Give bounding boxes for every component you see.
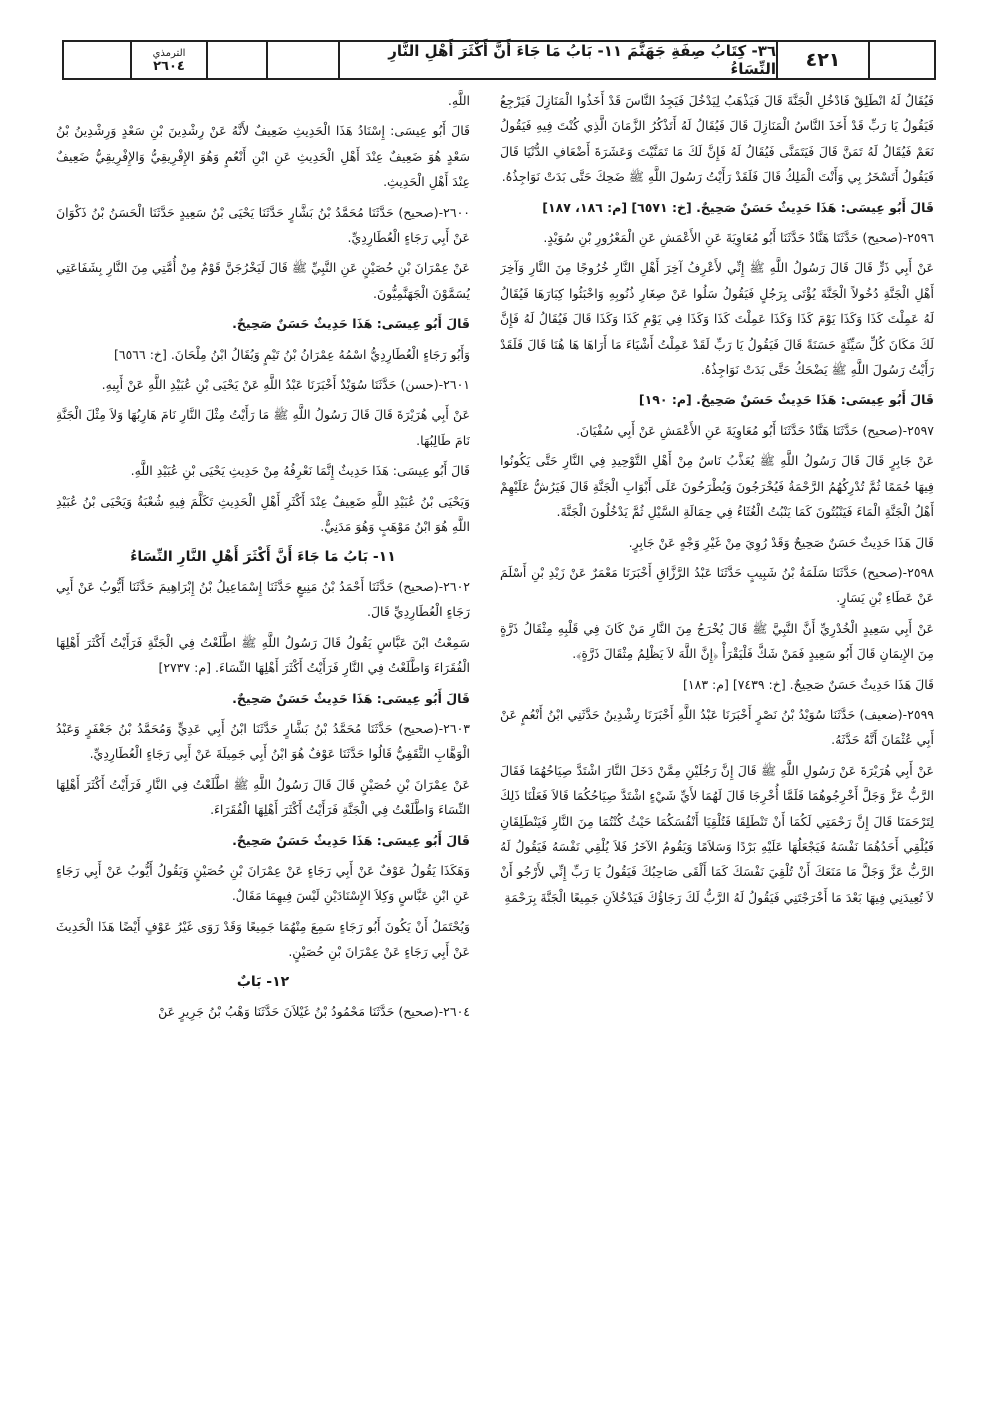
narrator-note: وَيَحْيَى بْنُ عُبَيْدِ اللَّهِ ضَعِيفٌ عِنْدَ أَكْثَرِ أَهْلِ الْحَدِيثِ تَكَلَّمَ فِيهِ شُعْبَةُ وَيَحْيَى بْنُ عُبَيْدِ اللَّهِ هُوَ ابْنُ مَوْهَبٍ وَهُوَ مَدَنِيٌّ. bbox=[56, 493, 470, 535]
grading-note: قَالَ أَبُو عِيسَى: هَذَا حَدِيثٌ حَسَنٌ صَحِيحٌ. bbox=[232, 316, 470, 332]
hadith-text: عَنْ عِمْرَانَ بْنِ حُصَيْنٍ قَالَ قَالَ رَسُولُ اللَّهِ ﷺ اطَّلَعْتُ فِي النَّارِ فَرَأَيْتُ أَكْثَرَ أَهْلِهَا النِّسَاءَ وَاطَّلَعْتُ فِي الْجَنَّةِ فَرَأَيْتُ أَكْثَرَ أَهْلِهَا الْفُقَرَاءَ. bbox=[56, 776, 470, 818]
hadith-range: ٢٦٠٤ bbox=[153, 59, 185, 74]
hadith-text: عَنْ أَبِي هُرَيْرَةَ عَنْ رَسُولِ اللَّهِ ﷺ قَالَ إِنَّ رَجُلَيْنِ مِمَّنْ دَخَلَ النَّارَ اشْتَدَّ صِيَاحُهُمَا فَقَالَ الرَّبُّ عَزَّ وَجَلَّ أَخْرِجُوهُمَا فَلَمَّا أُخْرِجَا قَالَ لَهُمَا لأَيِّ شَيْءٍ اشْتَدَّ صِيَاحُكُمَا قَالاَ فَعَلْنَا ذَلِكَ لِتَرْحَمَنَا قَالَ إِنَّ رَحْمَتِي لَكُمَا أَنْ تَنْطَلِقَا فَتُلْقِيَا أَنْفُسَكُمَا حَيْثُ كُنْتُمَا مِنَ النَّارِ فَيَنْطَلِقَانِ فَيُلْقِي أَحَدُهُمَا نَفْسَهُ فَيَجْعَلُهَا عَلَيْهِ بَرْدًا وَسَلاَمًا وَيَقُومُ الآخَرُ فَلاَ يُلْقِي نَفْسَهُ فَيَقُولُ لَهُ الرَّبُّ عَزَّ وَجَلَّ مَا مَنَعَكَ أَنْ تُلْقِيَ نَفْسَكَ كَمَا أَلْقَى صَاحِبُكَ فَيَقُولُ يَا رَبِّ إِنِّي لأَرْجُو أَنْ لاَ تُعِيدَنِي فِيهَا بَعْدَ مَا أَخْرَجْتَنِي فَيَقُولُ لَهُ الرَّبُّ لَكَ رَجَاؤُكَ فَيَدْخُلاَنِ جَمِيعًا الْجَنَّةَ بِرَحْمَةِ bbox=[500, 762, 934, 905]
hadith-chain: ٢٦٠٢-(صحيح) حَدَّثَنَا أَحْمَدُ بْنُ مَنِيعٍ حَدَّثَنَا إِسْمَاعِيلُ بْنُ إِبْرَاهِيمَ حَدَّثَنَا أَيُّوبُ عَنْ أَبِي رَجَاءٍ الْعُطَارِدِيِّ قَالَ. bbox=[56, 578, 470, 620]
hadith-text: عَنْ عِمْرَانَ بْنِ حُصَيْنٍ عَنِ النَّبِيِّ ﷺ قَالَ لَيَخْرُجَنَّ قَوْمٌ مِنْ أُمَّتِي مِنَ النَّارِ بِشَفَاعَتِي يُسَمَّوْنَ الْجَهَنَّمِيُّونَ. bbox=[56, 260, 470, 301]
hadith-chain: ٢٦٠٤-(صحيح) حَدَّثَنَا مَحْمُودُ بْنُ غَيْلاَنَ حَدَّثَنَا وَهْبُ بْنُ جَرِيرٍ عَنْ bbox=[158, 1004, 470, 1019]
grading-note: قَالَ أَبُو عِيسَى: هَذَا حَدِيثٌ حَسَنٌ صَحِيحٌ. bbox=[232, 832, 470, 848]
grading-note: قَالَ هَذَا حَدِيثٌ حَسَنٌ صَحِيحٌ وَقَدْ رُوِيَ مِنْ غَيْرِ وَجْهٍ عَنْ جَابِرٍ. bbox=[628, 534, 934, 550]
running-title: ٣٦- كِتَابُ صِفَةِ جَهَنَّمَ ١١- بَابُ مَا جَاءَ أَنَّ أَكْثَرَ أَهْلِ النَّارِ النِّسَاءُ bbox=[338, 42, 776, 78]
paragraph: اللَّهِ. bbox=[447, 93, 470, 108]
hadith-chain: ٢٥٩٩-(ضعيف) حَدَّثَنَا سُوَيْدُ بْنُ نَصْرٍ أَخْبَرَنَا عَبْدُ اللَّهِ أَخْبَرَنَا رِشْدِينُ حَدَّثَنِي ابْنُ أَنْعُمٍ عَنْ أَبِي عُثْمَانَ أَنَّهُ حَدَّثَهُ. bbox=[500, 706, 934, 748]
chapter-heading: ١١- بَابُ مَا جَاءَ أَنَّ أَكْثَرَ أَهْلِ النَّارِ النِّسَاءُ bbox=[130, 548, 396, 565]
hadith-text: عَنْ جَابِرٍ قَالَ قَالَ رَسُولُ اللَّهِ ﷺ يُعَذَّبُ نَاسٌ مِنْ أَهْلِ التَّوْحِيدِ فِي النَّارِ حَتَّى يَكُونُوا فِيهَا حُمَمًا ثُمَّ تُدْرِكُهُمُ الرَّحْمَةُ فَيُخْرَجُونَ وَيُطْرَحُونَ عَلَى أَبْوَابِ الْجَنَّةِ قَالَ فَيَرُشُّ عَلَيْهِمْ أَهْلُ الْجَنَّةِ الْمَاءَ فَيَنْبُتُونَ كَمَا يَنْبُتُ الْغُثَاءُ فِي حِمَالَةِ السَّيْلِ ثُمَّ يَدْخُلُونَ الْجَنَّةَ. bbox=[500, 453, 934, 520]
page-number: ٤٢١ bbox=[776, 42, 868, 78]
hadith-text: عَنْ أَبِي ذَرٍّ قَالَ قَالَ رَسُولُ اللَّهِ ﷺ إِنِّي لأَعْرِفُ آخِرَ أَهْلِ النَّارِ خُرُوجًا مِنَ النَّارِ وَآخِرَ أَهْلِ الْجَنَّةِ دُخُولاً الْجَنَّةَ يُؤْتَى بِرَجُلٍ فَيَقُولُ سَلُوا عَنْ صِغَارِ ذُنُوبِهِ وَاخْبَئُوا كِبَارَهَا فَيُقَالُ لَهُ عَمِلْتَ كَذَا وَكَذَا يَوْمَ كَذَا وَكَذَا عَمِلْتَ كَذَا وَكَذَا فِي يَوْمِ كَذَا وَكَذَا قَالَ فَيُقَالُ لَهُ فَإِنَّ لَكَ مَكَانَ كُلِّ سَيِّئَةٍ حَسَنَةً قَالَ فَيَقُولُ يَا رَبِّ لَقَدْ عَمِلْتُ أَشْيَاءَ مَا أَرَاهَا هَا هُنَا قَالَ فَلَقَدْ رَأَيْتُ رَسُولَ اللَّهِ ﷺ يَضْحَكُ حَتَّى بَدَتْ نَوَاجِذُهُ. bbox=[500, 260, 934, 378]
grading-note: قَالَ أَبُو عِيسَى: هَذَا حَدِيثٌ إِنَّمَا نَعْرِفُهُ مِنْ حَدِيثِ يَحْيَى بْنِ عُبَيْدِ اللَّهِ. bbox=[130, 463, 470, 479]
hadith-chain: ٢٦٠٠-(صحيح) حَدَّثَنَا مُحَمَّدُ بْنُ بَشَّارٍ حَدَّثَنَا يَحْيَى بْنُ سَعِيدٍ حَدَّثَنَا الْحَسَنُ بْنُ ذَكْوَانَ عَنْ أَبِي رَجَاءٍ الْعُطَارِدِيِّ. bbox=[56, 204, 470, 246]
hadith-chain: ٢٦٠٣-(صحيح) حَدَّثَنَا مُحَمَّدُ بْنُ بَشَّارٍ حَدَّثَنَا ابْنُ أَبِي عَدِيٍّ وَمُحَمَّدُ بْنُ جَعْفَرٍ وَعَبْدُ الْوَهَّابِ الثَّقَفِيُّ قَالُوا حَدَّثَنَا عَوْفٌ هُوَ ابْنُ أَبِي جَمِيلَةَ عَنْ أَبِي رَجَاءٍ الْعُطَارِدِيِّ. bbox=[56, 720, 470, 762]
header-cell-empty bbox=[64, 42, 130, 78]
grading-note: قَالَ أَبُو عِيسَى: هَذَا حَدِيثٌ حَسَنٌ صَحِيحٌ. [م: ١٩٠] bbox=[638, 392, 934, 408]
grading-note: قَالَ أَبُو عِيسَى: هَذَا حَدِيثٌ حَسَنٌ صَحِيحٌ. bbox=[232, 690, 470, 706]
left-column bbox=[56, 88, 470, 1388]
hadith-text: عَنْ أَبِي سَعِيدٍ الْخُدْرِيِّ أَنَّ النَّبِيَّ ﷺ قَالَ يُخْرَجُ مِنَ النَّارِ مَنْ كَانَ فِي قَلْبِهِ مِثْقَالُ ذَرَّةٍ مِنَ الإِيمَانِ قَالَ أَبُو سَعِيدٍ فَمَنْ شَكَّ فَلْيَقْرَأْ ﴿إِنَّ اللَّهَ لاَ يَظْلِمُ مِثْقَالَ ذَرَّةٍ﴾. bbox=[500, 620, 934, 662]
grading-note: قَالَ هَذَا حَدِيثٌ حَسَنٌ صَحِيحٌ. [خ: ٧٤٣٩] [م: ١٨٣] bbox=[683, 676, 934, 692]
grading-note: قَالَ أَبُو عِيسَى: هَذَا حَدِيثٌ حَسَنٌ صَحِيحٌ. [خ: ٦٥٧١] [م: ١٨٦، ١٨٧] bbox=[542, 199, 934, 215]
chapter-heading: ١٢- بَابٌ bbox=[236, 973, 290, 990]
header-cell-empty bbox=[266, 42, 338, 78]
right-column bbox=[500, 88, 934, 1388]
hadith-chain: ٢٥٩٨-(صحيح) حَدَّثَنَا سَلَمَةُ بْنُ شَبِيبٍ حَدَّثَنَا عَبْدُ الرَّزَّاقِ أَخْبَرَنَا مَعْمَرٌ عَنْ زَيْدِ بْنِ أَسْلَمَ عَنْ عَطَاءِ بْنِ يَسَارٍ. bbox=[500, 564, 934, 606]
narrator-note: وَأَبُو رَجَاءٍ الْعُطَارِدِيُّ اسْمُهُ عِمْرَانُ بْنُ تَيْمٍ وَيُقَالُ ابْنُ مِلْحَانَ. [خ: ٦٥٦٦] bbox=[113, 346, 470, 362]
page-header bbox=[62, 40, 936, 80]
header-cell-empty bbox=[868, 42, 934, 78]
hadith-chain: ٢٥٩٧-(صحيح) حَدَّثَنَا هَنَّادٌ حَدَّثَنَا أَبُو مُعَاوِيَةَ عَنِ الأَعْمَشِ عَنْ أَبِي سُفْيَانَ. bbox=[575, 422, 934, 438]
paragraph: فَيُقَالُ لَهُ انْطَلِقْ فَادْخُلِ الْجَنَّةَ قَالَ فَيَذْهَبُ لِيَدْخُلَ فَيَجِدُ النَّاسَ قَدْ أَخَذُوا الْمَنَازِلَ فَيَرْجِعُ فَيَقُولُ يَا رَبِّ قَدْ أَخَذَ النَّاسُ الْمَنَازِلَ قَالَ فَيُقَالُ لَهُ أَتَذْكُرُ الزَّمَانَ الَّذِي كُنْتَ فِيهِ فَيَقُولُ نَعَمْ فَيُقَالُ لَهُ تَمَنَّ قَالَ فَيَتَمَنَّى فَيُقَالُ لَهُ فَإِنَّ لَكَ مَا تَمَنَّيْتَ وَعَشَرَةَ أَضْعَافِ الدُّنْيَا قَالَ فَيَقُولُ أَتَسْخَرُ بِي وَأَنْتَ الْمَلِكُ قَالَ فَلَقَدْ رَأَيْتُ رَسُولَ اللَّهِ ﷺ ضَحِكَ حَتَّى بَدَتْ نَوَاجِذُهُ. bbox=[500, 93, 934, 185]
grading-note: قَالَ أَبُو عِيسَى: إِسْنَادُ هَذَا الْحَدِيثِ ضَعِيفٌ لأَنَّهُ عَنْ رِشْدِينَ بْنِ سَعْدٍ وَرِشْدِينُ بْنُ سَعْدٍ هُوَ ضَعِيفٌ عِنْدَ أَهْلِ الْحَدِيثِ عَنِ ابْنِ أَنْعُمٍ وَهُوَ الإِفْرِيقِيُّ وَالإِفْرِيقِيُّ ضَعِيفٌ عِنْدَ أَهْلِ الْحَدِيثِ. bbox=[56, 123, 470, 190]
narrator-note: وَهَكَذَا يَقُولُ عَوْفٌ عَنْ أَبِي رَجَاءٍ عَنْ عِمْرَانَ بْنِ حُصَيْنٍ وَيَقُولُ أَيُّوبُ عَنْ أَبِي رَجَاءٍ عَنِ ابْنِ عَبَّاسٍ وَكِلاَ الإِسْنَادَيْنِ لَيْسَ فِيهِمَا مَقَالٌ. bbox=[56, 862, 470, 904]
header-cell-empty bbox=[206, 42, 266, 78]
hadith-text: عَنْ أَبِي هُرَيْرَةَ قَالَ قَالَ رَسُولُ اللَّهِ ﷺ مَا رَأَيْتُ مِثْلَ النَّارِ نَامَ هَارِبُهَا وَلاَ مِثْلَ الْجَنَّةِ نَامَ طَالِبُهَا. bbox=[56, 407, 470, 448]
book-name: الترمذي bbox=[152, 48, 186, 59]
book-reference bbox=[130, 42, 206, 78]
narrator-note: وَيُحْتَمَلُ أَنْ يَكُونَ أَبُو رَجَاءٍ سَمِعَ مِنْهُمَا جَمِيعًا وَقَدْ رَوَى غَيْرُ عَوْفٍ أَيْضًا هَذَا الْحَدِيثَ عَنْ أَبِي رَجَاءٍ عَنْ عِمْرَانَ بْنِ حُصَيْنٍ. bbox=[56, 918, 470, 960]
hadith-chain: ٢٥٩٦-(صحيح) حَدَّثَنَا هَنَّادٌ حَدَّثَنَا أَبُو مُعَاوِيَةَ عَنِ الأَعْمَشِ عَنِ الْمَعْرُورِ بْنِ سُوَيْدٍ. bbox=[543, 230, 934, 246]
hadith-chain: ٢٦٠١-(حسن) حَدَّثَنَا سُوَيْدٌ أَخْبَرَنَا عَبْدُ اللَّهِ عَنْ يَحْيَى بْنِ عُبَيْدِ اللَّهِ عَنْ أَبِيهِ. bbox=[101, 377, 470, 393]
hadith-text: سَمِعْتُ ابْنَ عَبَّاسٍ يَقُولُ قَالَ رَسُولُ اللَّهِ ﷺ اطَّلَعْتُ فِي الْجَنَّةِ فَرَأَيْتُ أَكْثَرَ أَهْلِهَا الْفُقَرَاءَ وَاطَّلَعْتُ فِي النَّارِ فَرَأَيْتُ أَكْثَرَ أَهْلِهَا النِّسَاءَ. [م: ٢٧٣٧] bbox=[56, 634, 470, 676]
